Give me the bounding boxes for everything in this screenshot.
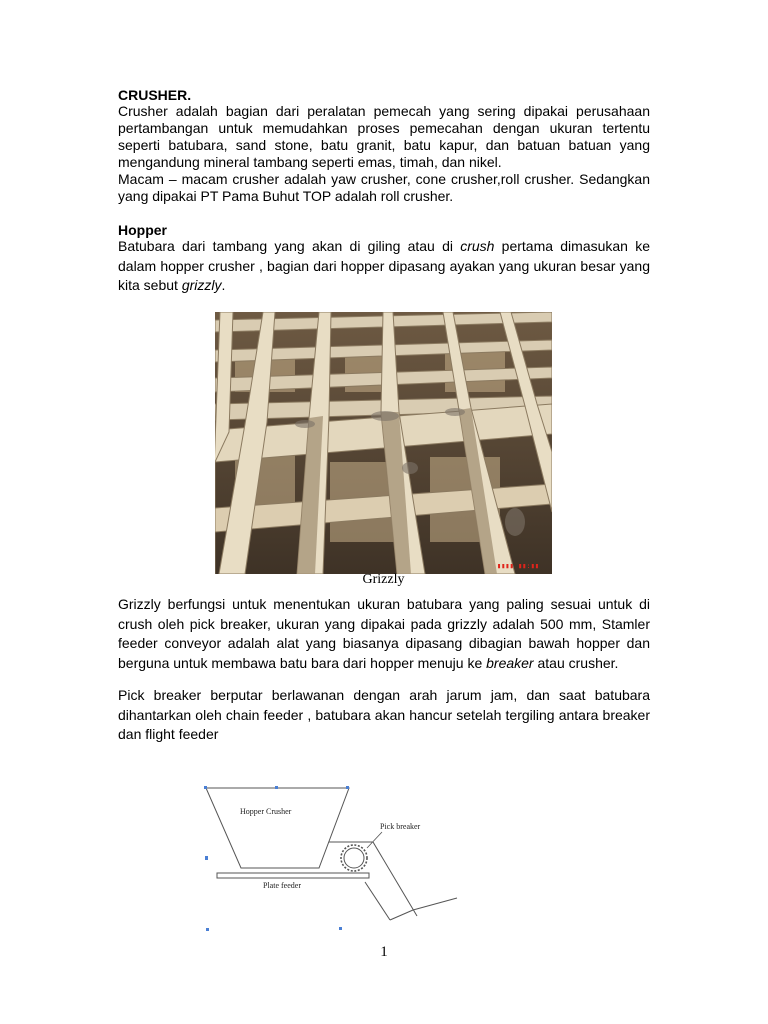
plate-feeder-label: Plate feeder [263, 881, 301, 890]
hopper-crusher-label: Hopper Crusher [240, 807, 292, 816]
svg-text:▮▮▮▮ ▮▮:▮▮: ▮▮▮▮ ▮▮:▮▮ [497, 562, 540, 570]
pick-breaker-paragraph: Pick breaker berputar berlawanan dengan arah jarum jam, dan saat batubara dihantarkan oleh chain feeder , batubara akan hancur setelah tergiling antara breaker dan flight feeder [118, 687, 650, 742]
hopper-shape [206, 788, 349, 868]
pick-breaker-label: Pick breaker [380, 822, 421, 831]
page-number: 1 [380, 944, 388, 960]
crusher-paragraph-2: Macam – macam crusher adalah yaw crusher, cone crusher,roll crusher. Sedangkan yang dipakai PT Pama Buhut TOP adalah roll crusher. [118, 171, 650, 204]
hopper-heading: Hopper [118, 222, 167, 238]
grizzly-photo [215, 312, 552, 574]
pick-breaker-gear [341, 845, 367, 871]
hopper-paragraph [118, 237, 650, 296]
crush-term: crush [460, 238, 495, 254]
hopper-diagram [195, 770, 475, 945]
plate-feeder-shape [217, 873, 369, 878]
hopper-text-c: . [221, 277, 226, 293]
grizzly-text-a: Grizzly berfungsi untuk menentukan ukuran batubara yang paling sesuai untuk di crush oleh pick breaker, ukuran yang dipakai pada grizzly adalah 500 mm, Stamler feeder conveyor adalah alat yang biasanya dipasang dibagian bawah hopper dan berguna untuk membawa batu bara dari hopper menuju ke [118, 596, 650, 671]
grizzly-term: grizzly [181, 277, 222, 293]
figure-caption: Grizzly [362, 572, 405, 587]
crusher-heading: CRUSHER. [118, 87, 192, 103]
crusher-paragraph-1: Crusher adalah bagian dari peralatan pemecah yang sering dipakai perusahaan pertambangan untuk memudahkan proses pemecahan dengan ukuran tertentu seperti batubara, sand stone, batu granit, batu kapur, dan batuan batuan yang mengandung mineral tambang seperti emas, timah, dan nikel. [118, 103, 650, 170]
grizzly-paragraph [118, 595, 650, 673]
hopper-text-a: Batubara dari tambang yang akan di giling atau di [118, 238, 461, 254]
hopper-text-b: pertama dimasukan ke dalam hopper crusher , bagian dari hopper dipasang ayakan yang ukuran besar yang kita sebut [118, 238, 650, 293]
breaker-term: breaker [486, 654, 534, 671]
grizzly-text-b: atau crusher. [533, 654, 619, 671]
